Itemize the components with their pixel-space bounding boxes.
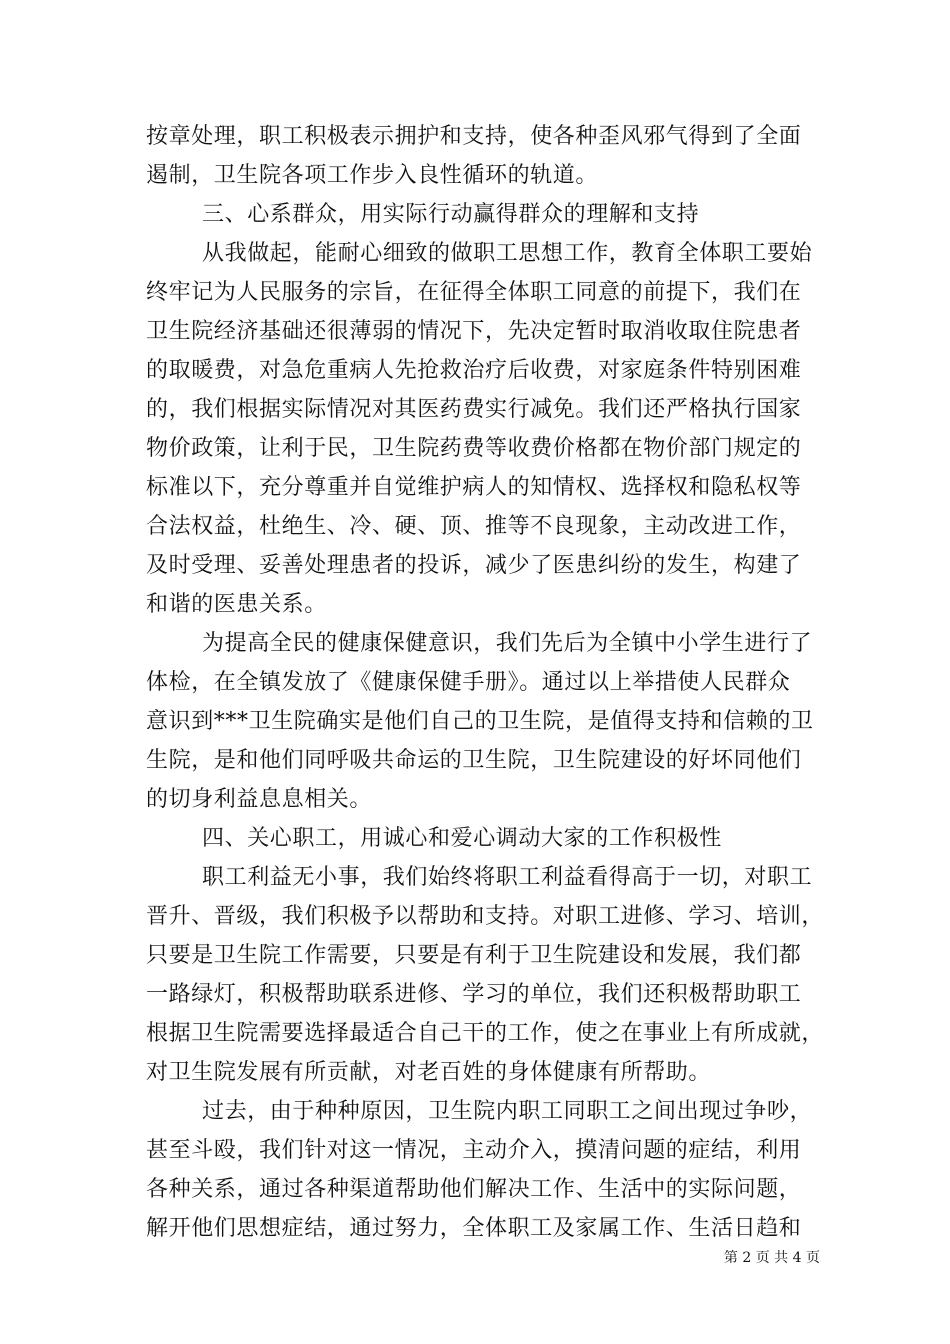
text-line: 一路绿灯，积极帮助联系进修、学习的单位，我们还积极帮助职工 xyxy=(146,982,802,1007)
text-line: 按章处理，职工积极表示拥护和支持，使各种歪风邪气得到了全面 xyxy=(146,124,802,149)
text-line: 的取暖费，对急危重病人先抢救治疗后收费，对家庭条件特别困难 xyxy=(146,358,802,383)
text-line: 合法权益，杜绝生、冷、硬、顶、推等不良现象，主动改进工作， xyxy=(146,514,802,539)
text-line: 为提高全民的健康保健意识，我们先后为全镇中小学生进行了 xyxy=(202,631,813,656)
section-heading: 四、关心职工，用诚心和爱心调动大家的工作积极性 xyxy=(202,826,722,851)
text-line: 的，我们根据实际情况对其医药费实行减免。我们还严格执行国家 xyxy=(146,397,802,422)
text-line: 物价政策，让利于民，卫生院药费等收费价格都在物价部门规定的 xyxy=(146,436,802,461)
text-line: 遏制，卫生院各项工作步入良性循环的轨道。 xyxy=(146,163,599,188)
text-line: 体检，在全镇发放了《健康保健手册》。通过以上举措使人民群众 xyxy=(146,670,791,695)
text-line: 及时受理、妥善处理患者的投诉，减少了医患纠纷的发生，构建了 xyxy=(146,553,802,578)
text-line: 对卫生院发展有所贡献，对老百姓的身体健康有所帮助。 xyxy=(146,1060,712,1085)
section-heading: 三、心系群众，用实际行动赢得群众的理解和支持 xyxy=(202,202,700,227)
text-line: 解开他们思想症结，通过努力，全体职工及家属工作、生活日趋和 xyxy=(146,1216,802,1241)
text-line: 晋升、晋级，我们积极予以帮助和支持。对职工进修、学习、培训， xyxy=(146,904,825,929)
text-line: 各种关系，通过各种渠道帮助他们解决工作、生活中的实际问题， xyxy=(146,1177,802,1202)
text-line: 只要是卫生院工作需要，只要是有利于卫生院建设和发展，我们都 xyxy=(146,943,802,968)
page-number: 第 2 页 共 4 页 xyxy=(723,1250,820,1266)
text-line: 终牢记为人民服务的宗旨，在征得全体职工同意的前提下，我们在 xyxy=(146,280,802,305)
text-line: 从我做起，能耐心细致的做职工思想工作，教育全体职工要始 xyxy=(202,241,813,266)
text-line: 标准以下，充分尊重并自觉维护病人的知情权、选择权和隐私权等 xyxy=(146,475,802,500)
text-line: 甚至斗殴，我们针对这一情况，主动介入，摸清问题的症结，利用 xyxy=(146,1138,802,1163)
text-line: 卫生院经济基础还很薄弱的情况下，先决定暂时取消收取住院患者 xyxy=(146,319,802,344)
text-line: 根据卫生院需要选择最适合自己干的工作，使之在事业上有所成就， xyxy=(146,1021,825,1046)
text-line: 意识到***卫生院确实是他们自己的卫生院，是值得支持和信赖的卫 xyxy=(146,709,814,734)
text-line: 过去，由于种种原因，卫生院内职工同职工之间出现过争吵， xyxy=(202,1099,813,1124)
text-line: 和谐的医患关系。 xyxy=(146,592,327,617)
document-body xyxy=(146,117,825,1248)
text-line: 生院，是和他们同呼吸共命运的卫生院，卫生院建设的好坏同他们 xyxy=(146,748,802,773)
text-line: 的切身利益息息相关。 xyxy=(146,787,373,812)
text-line: 职工利益无小事，我们始终将职工利益看得高于一切，对职工 xyxy=(202,865,813,890)
